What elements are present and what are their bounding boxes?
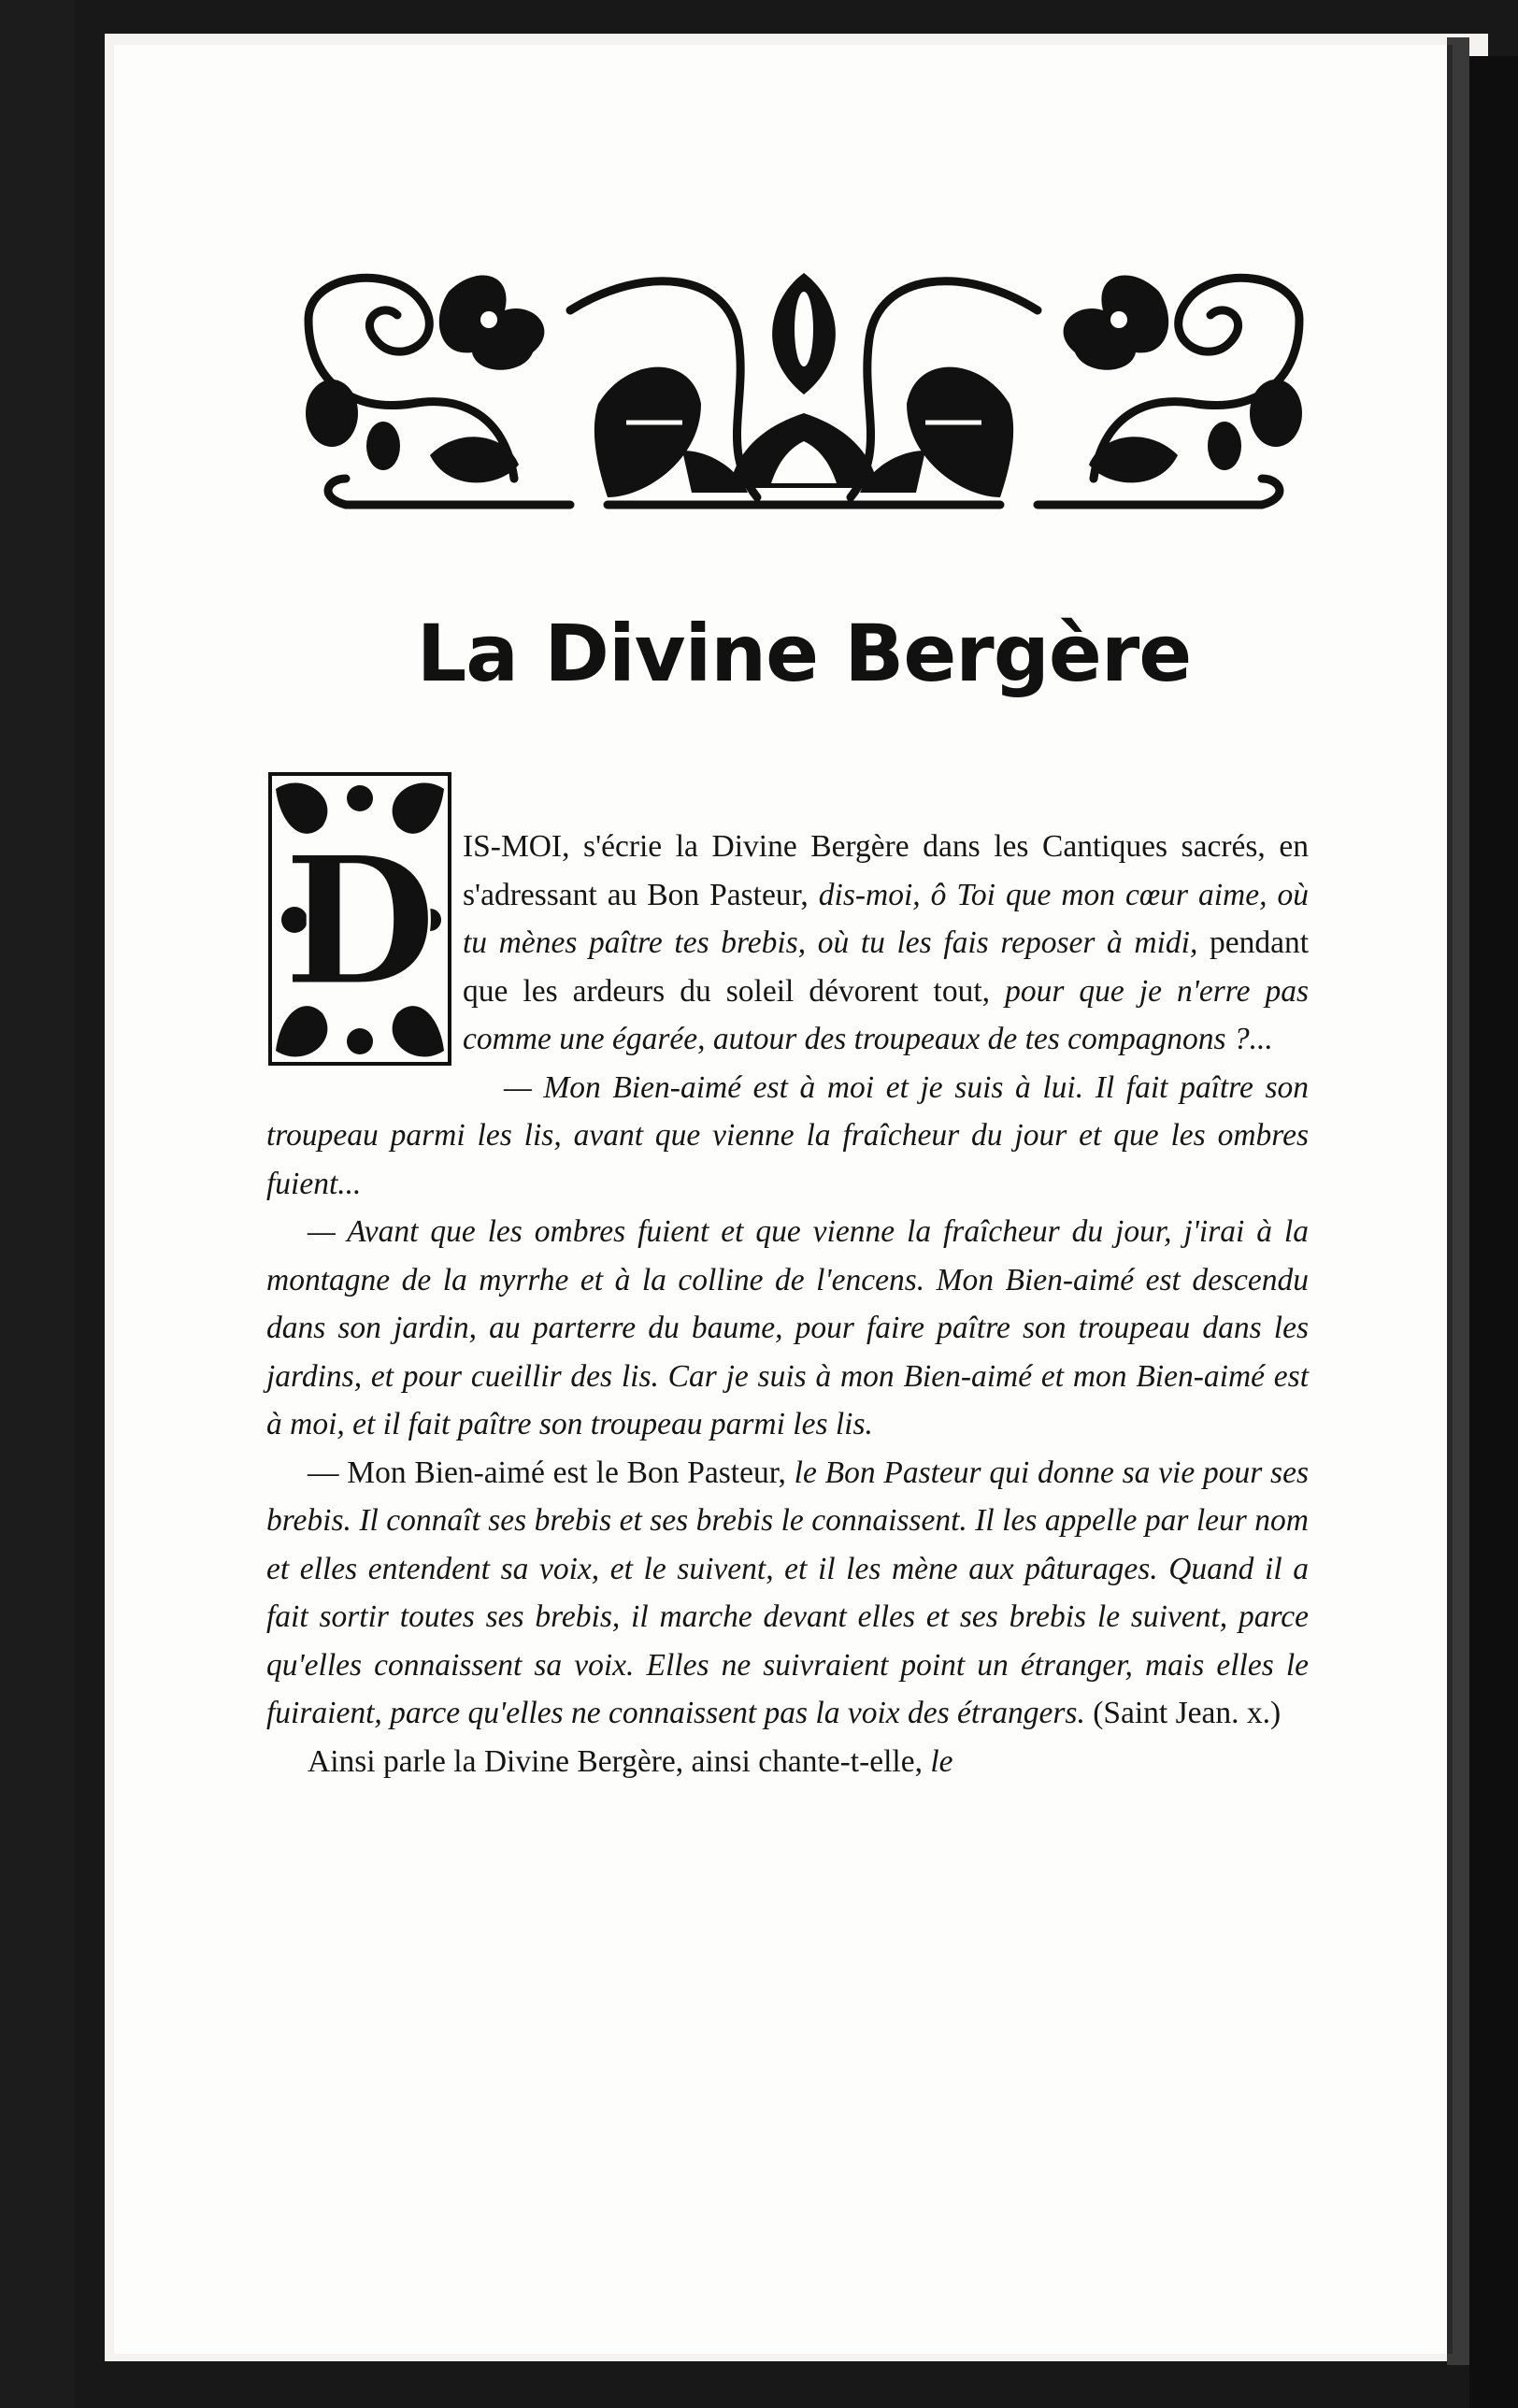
paragraph-2: — Mon Bien-aimé est à moi et je suis à lui. Il fait paître son troupeau parmi les lis, avant que vienne la fraîcheur du jour et que les ombres fuient... — [266, 1069, 1309, 1201]
p4-text-b: le Bon Pasteur qui donne sa vie pour ses brebis. Il connaît ses brebis et ses brebis le connaissent. Il les appelle par leur nom et elles entendent sa voix, et le suivent, et il les mène aux pâturages. Quand il a fait sortir toutes ses brebis, il marche devant elles et ses brebis le suivent, parce qu'elles connaissent sa voix. Elles ne suivraient point un étranger, mais elles le fuiraient, parce qu'elles ne connaissent pas la voix des étrangers. — [266, 1455, 1310, 1730]
p1-text-d: pour que je n'erre pas comme une égarée, autour des troupeaux de tes compagnons ?... — [463, 973, 1310, 1056]
dropcap-letter: D — [282, 817, 437, 1025]
p4-reference: (Saint Jean. x.) — [1084, 1696, 1282, 1730]
paragraph-4 — [266, 1449, 1309, 1738]
scan-border-right — [1469, 56, 1518, 2408]
scan-border-left — [0, 0, 75, 2408]
p1-text-b: dis-moi, ô Toi que mon cœur aime, où tu mènes paître tes brebis, où tu les fais reposer à midi, — [463, 877, 1309, 960]
p5-text-a: Ainsi parle la Divine Bergère, ainsi chante-t-elle, — [308, 1743, 931, 1779]
floral-ornament-header — [290, 264, 1318, 516]
p4-text-a: — Mon Bien-aimé est le Bon Pasteur, — [308, 1455, 795, 1490]
p1-text-a: s'écrie la Divine Bergère dans les Cantiques sacrés, en s'adressant au Bon Pasteur, — [463, 829, 1309, 912]
paragraph-5 — [266, 1738, 1309, 1786]
binding-shadow — [1447, 37, 1469, 2365]
illuminated-dropcap — [266, 770, 453, 1068]
p5-text-b: le — [930, 1743, 953, 1779]
body-text — [266, 817, 1310, 1785]
paragraph-3: — Avant que les ombres fuient et que vienne la fraîcheur du jour, j'irai à la montagne de la myrrhe et à la colline de l'encens. Mon Bien-aimé est descendu dans son jardin, au parterre du baume, pour faire paître son troupeau dans les jardins, et pour cueillir des lis. Car je suis à mon Bien-aimé et mon Bien-aimé est à moi, et il fait paître son troupeau parmi les lis. — [266, 1214, 1309, 1441]
chapter-title: La Divine Bergère — [416, 608, 1192, 699]
lead-word: IS-MOI, — [463, 829, 570, 864]
p1-text-c: pendant que les ardeurs du soleil dévorent tout, — [463, 925, 1310, 1009]
